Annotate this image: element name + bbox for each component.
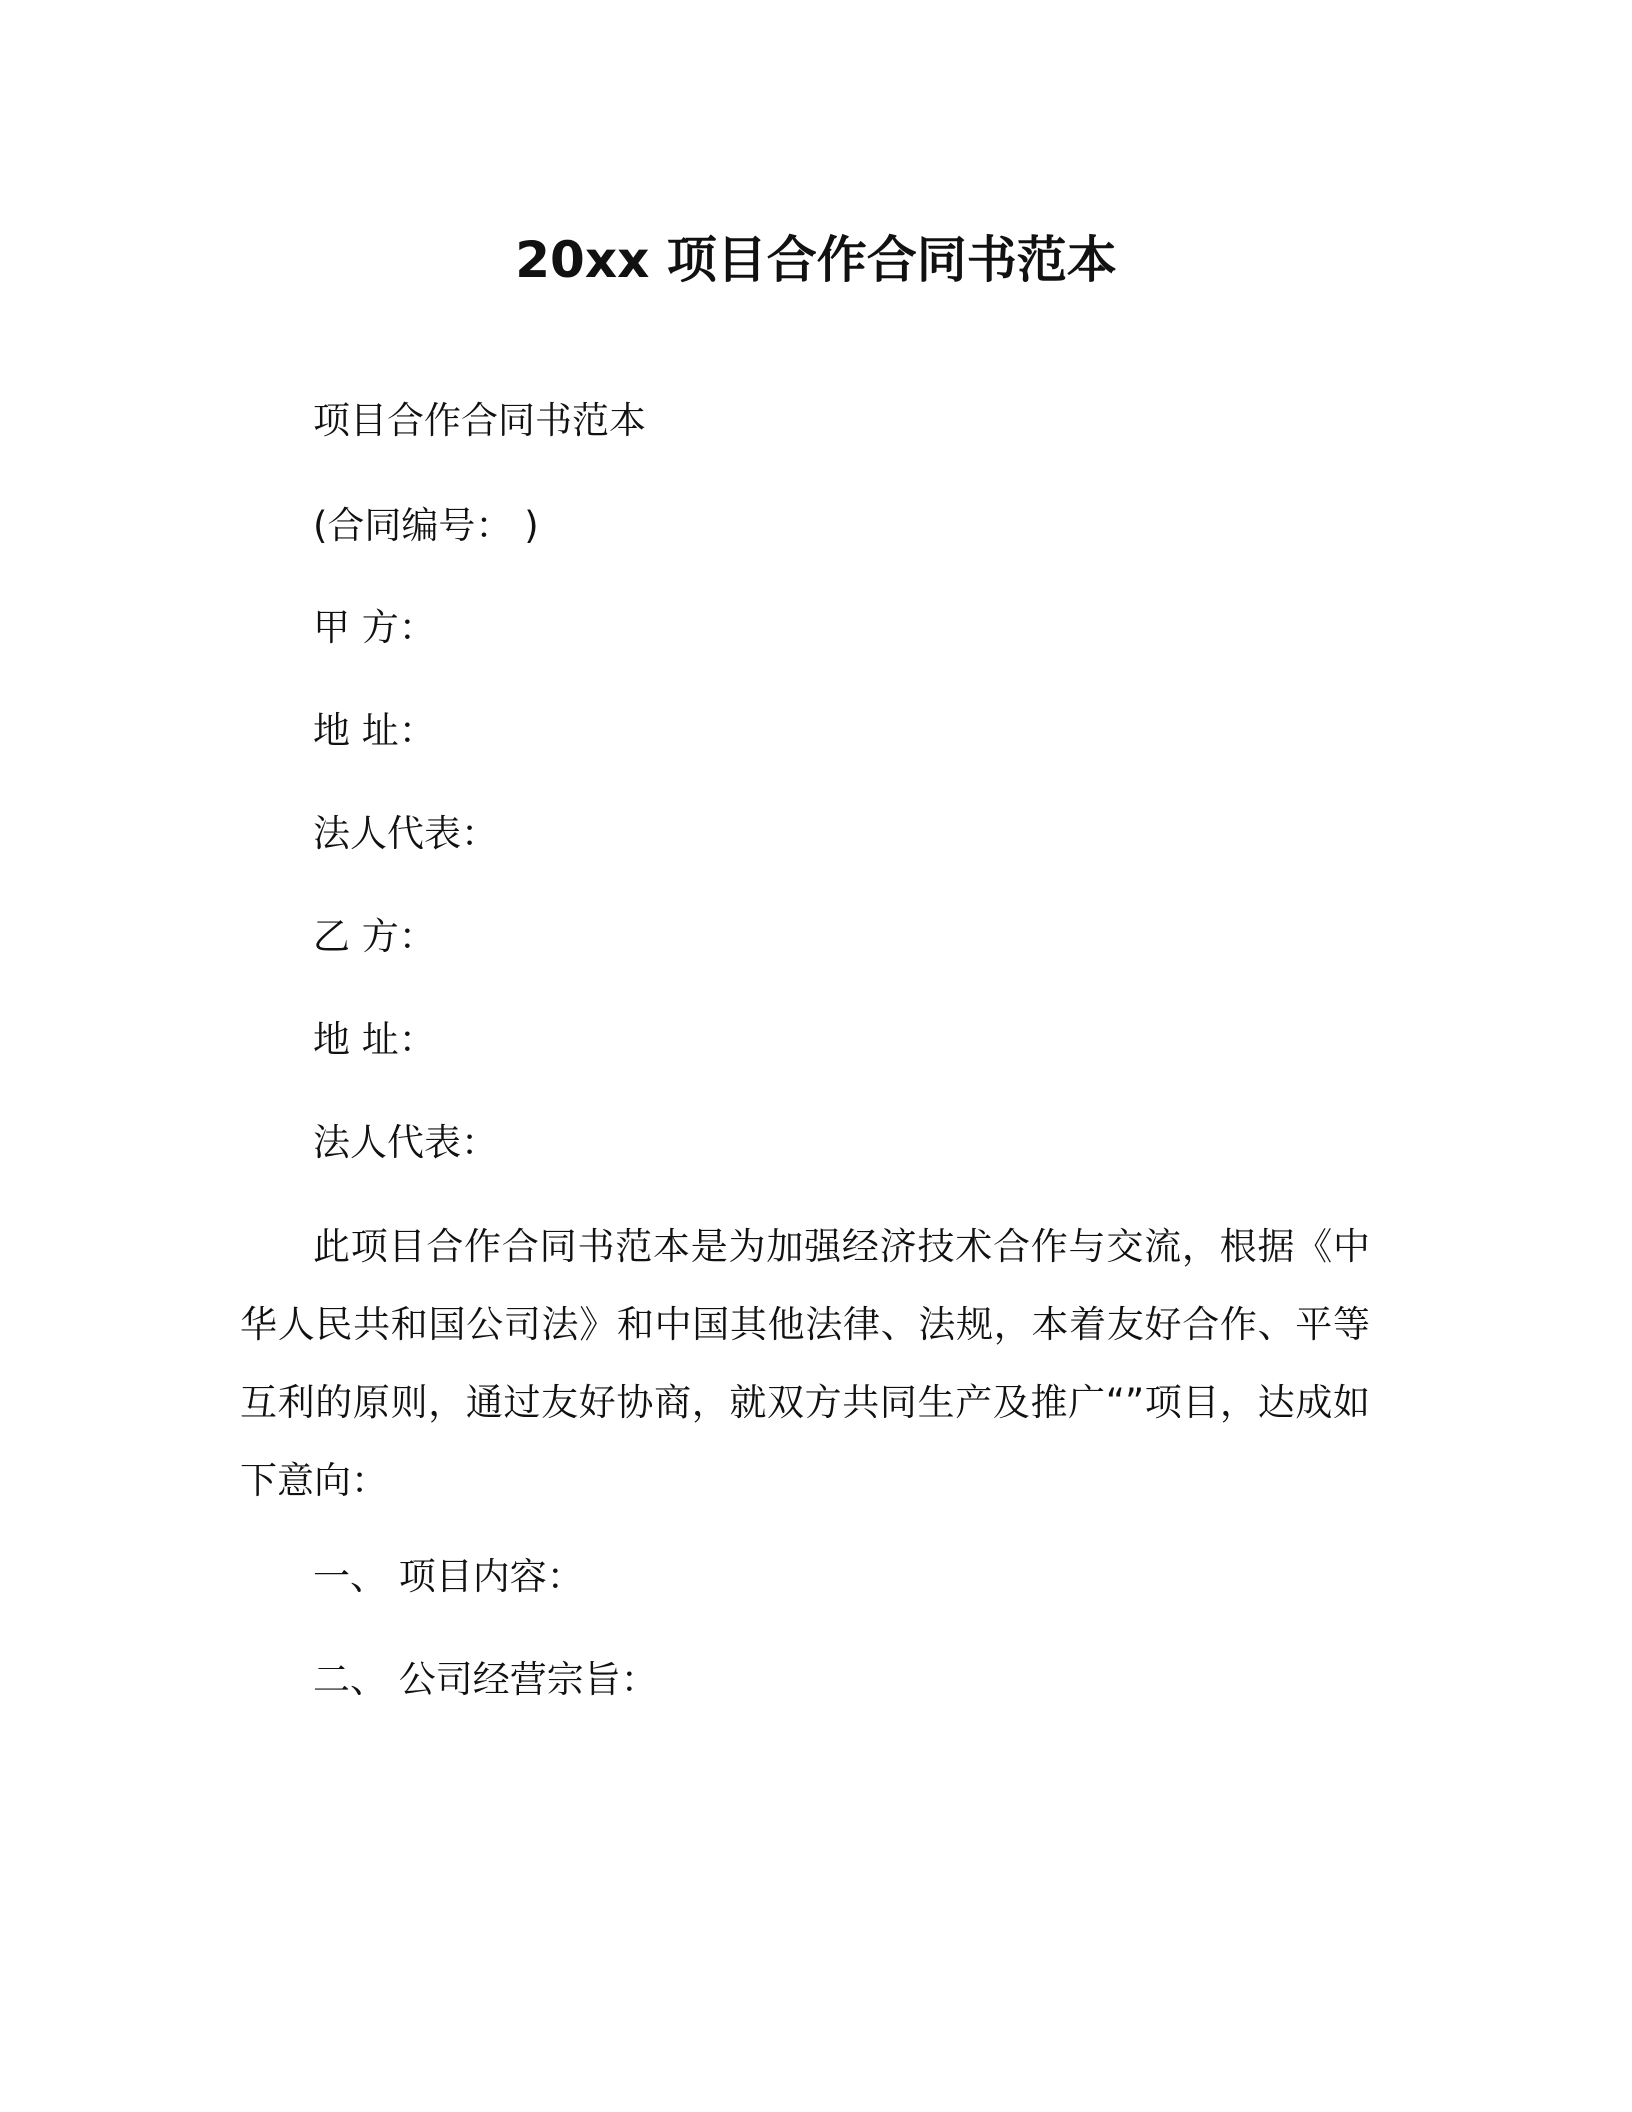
intro-paragraph: 此项目合作合同书范本是为加强经济技术合作与交流，根据《中华人民共和国公司法》和中国其他法律、法规，本着友好合作、平等互利的原则，通过友好协商，就双方共同生产及推广“”项目，达成如下意向： bbox=[240, 1225, 1370, 1502]
document-subtitle: 项目合作合同书范本 bbox=[313, 399, 646, 442]
contract-number-line: (合同编号： ) bbox=[313, 504, 539, 547]
section-2-heading: 二、 公司经营宗旨： bbox=[313, 1658, 658, 1701]
document-title: 20xx 项目合作合同书范本 bbox=[515, 231, 1117, 289]
section-1-heading: 一、 项目内容： bbox=[313, 1555, 584, 1598]
party-b-legal-rep-line: 法人代表： bbox=[313, 1121, 498, 1164]
party-a-legal-rep-line: 法人代表： bbox=[313, 812, 498, 855]
party-b-address-line: 地 址： bbox=[313, 1018, 436, 1061]
party-a-line: 甲 方： bbox=[313, 606, 436, 649]
party-a-address-line: 地 址： bbox=[313, 709, 436, 752]
party-b-line: 乙 方： bbox=[313, 915, 436, 958]
